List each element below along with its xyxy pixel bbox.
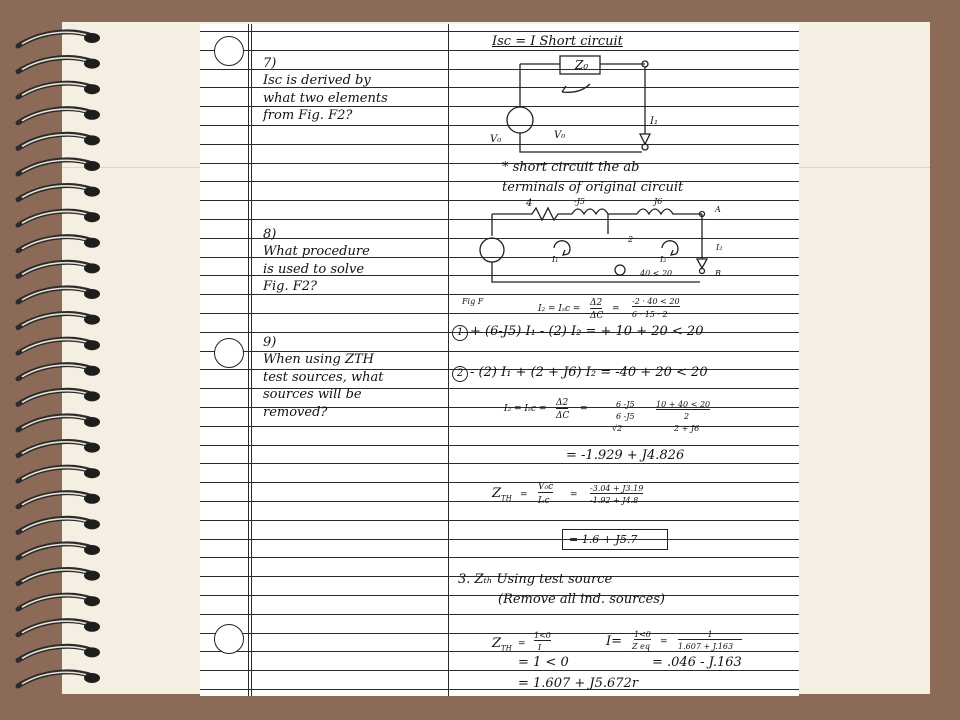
eq2-number: 2 bbox=[452, 366, 468, 382]
circuit2-diagram bbox=[462, 194, 732, 314]
circuit2-isc-label: I₂ bbox=[716, 243, 723, 252]
ruled-line bbox=[200, 557, 799, 558]
zth2-lhs: $Z_{TH}$ bbox=[492, 636, 512, 653]
punch-hole-middle bbox=[214, 338, 244, 368]
spiral-coil-end bbox=[84, 443, 100, 453]
i2-matrix-6: 2 + J6 bbox=[674, 424, 700, 433]
circuit2-l2-label: J6 bbox=[654, 197, 663, 206]
i2-matrix-5: 2 bbox=[684, 412, 690, 421]
circuit2-loop2: I₂ bbox=[660, 255, 667, 264]
zth2-num: 1<0 bbox=[534, 631, 551, 640]
spiral-coil-end bbox=[84, 366, 100, 376]
ruled-line bbox=[200, 689, 799, 690]
spiral-coil-end bbox=[84, 622, 100, 632]
spiral-binding bbox=[0, 22, 110, 702]
spiral-coil-end bbox=[84, 238, 100, 248]
ruled-line bbox=[200, 31, 799, 32]
spiral-coil-end bbox=[84, 494, 100, 504]
circuit1-z-label: Z₀ bbox=[575, 58, 589, 72]
i2-den: ΔC bbox=[556, 411, 570, 421]
spiral-coil-end bbox=[84, 263, 100, 273]
step3-line2: (Remove all ind. sources) bbox=[498, 592, 665, 607]
zth-lhs: $Z_{TH}$ bbox=[492, 486, 512, 503]
equation-1: + (6-J5) I₁ - (2) I₂ = + 10 + 20 < 20 bbox=[470, 324, 704, 339]
circuit2-mid-label: 2 bbox=[628, 235, 634, 244]
i-num: 1<0 bbox=[634, 630, 651, 639]
spiral-coil-end bbox=[84, 110, 100, 120]
work-line1-rnum: -2 · 40 < 20 bbox=[632, 297, 680, 306]
spiral-coil-end bbox=[84, 340, 100, 350]
ruled-line bbox=[200, 181, 799, 182]
spiral-coil-end bbox=[84, 187, 100, 197]
circuit2-l1-label: -J5 bbox=[574, 197, 585, 206]
question-number: 9) bbox=[263, 334, 277, 350]
i-rnum: 1 bbox=[678, 630, 742, 640]
ruled-line bbox=[200, 445, 799, 446]
spiral-coil-end bbox=[84, 315, 100, 325]
step3-line1: 3. Zₜₕ Using test source bbox=[458, 572, 613, 587]
spiral-coil-end bbox=[84, 417, 100, 427]
ruled-line bbox=[200, 482, 799, 483]
question-text: Isc is derived by what two elements from Fig. F2? bbox=[263, 73, 388, 123]
circuit2-terminal-b: B bbox=[715, 269, 721, 278]
i2-matrix-1: 6 -J5 bbox=[616, 400, 635, 409]
zth-den: Iₛc bbox=[538, 496, 550, 506]
margin-line-2 bbox=[251, 24, 252, 696]
final-result: = 1.607 + J5.672r bbox=[518, 676, 639, 691]
question-8 bbox=[263, 208, 370, 296]
spiral-coil-end bbox=[84, 468, 100, 478]
column-divider bbox=[448, 24, 449, 696]
work-line1-rden: 6 · 15 · 2 bbox=[632, 310, 668, 319]
spiral-coil-end bbox=[84, 571, 100, 581]
ruled-line bbox=[200, 614, 799, 615]
spiral-coil-end bbox=[84, 545, 100, 555]
zth-num: V₀c bbox=[538, 482, 554, 492]
spiral-coil-end bbox=[84, 391, 100, 401]
spiral-coil-end bbox=[84, 212, 100, 222]
zth-rnum: -3.04 + J3.19 bbox=[590, 484, 644, 493]
circuit2-fig-label: Fig F bbox=[462, 297, 484, 306]
circuit2-terminal-a: A bbox=[715, 205, 721, 214]
notebook-paper bbox=[200, 24, 799, 696]
i2-lhs: I₂ = Iₛc = bbox=[504, 404, 547, 414]
zth-rden: -1.92 + J4.8 bbox=[590, 496, 639, 505]
zth2-den: I bbox=[538, 643, 542, 652]
question-text: What procedure is used to solve Fig. F2? bbox=[263, 244, 370, 294]
i-lhs: I= bbox=[606, 634, 623, 649]
spiral-coil-end bbox=[84, 596, 100, 606]
eq1-number: 1 bbox=[452, 325, 468, 341]
spiral-coil-end bbox=[84, 84, 100, 94]
punch-hole-bottom bbox=[214, 624, 244, 654]
circuit2-r-label: 4 bbox=[526, 198, 533, 209]
i2-matrix-2: 6 -J5 bbox=[616, 412, 635, 421]
i2-matrix-4: 10 + 40 < 20 bbox=[656, 400, 711, 409]
ruled-line bbox=[200, 463, 799, 464]
zth2-result: = 1 < 0 bbox=[518, 655, 569, 670]
ruled-line bbox=[200, 670, 799, 671]
zth-eq: = bbox=[520, 490, 528, 500]
work-line1-eq: = bbox=[612, 304, 620, 314]
i-den: Z eq bbox=[632, 642, 650, 651]
i-rden: 1.607 + J.163 bbox=[678, 642, 734, 651]
circuit1-vsource-label: V₀ bbox=[490, 134, 502, 145]
i2-result: = -1.929 + J4.826 bbox=[566, 448, 685, 463]
question-text: When using ZTH test sources, what sources will be removed? bbox=[263, 352, 384, 420]
question-7 bbox=[263, 37, 388, 125]
work-line1-frac-num: Δ2 bbox=[590, 298, 603, 308]
circuit2-loop1: I₁ bbox=[552, 255, 559, 264]
equation-2: - (2) I₁ + (2 + J6) I₂ = -40 + 20 < 20 bbox=[470, 365, 708, 380]
circuit1-vdrop-label: V₀ bbox=[554, 130, 566, 141]
circuit1-title: Isc = I Short circuit bbox=[492, 34, 623, 49]
circuit2-note-line1: * short circuit the ab bbox=[502, 160, 640, 175]
i-result: = .046 - J.163 bbox=[652, 655, 742, 670]
circuit1-i-label: I₁ bbox=[650, 116, 658, 127]
i2-num: Δ2 bbox=[556, 398, 569, 408]
ruled-line bbox=[200, 520, 799, 521]
ruled-line bbox=[200, 539, 799, 540]
ruled-line bbox=[200, 426, 799, 427]
work-line1-lhs: I₂ = Iₛc = bbox=[538, 304, 581, 314]
question-number: 8) bbox=[263, 226, 277, 242]
spiral-coil-end bbox=[84, 161, 100, 171]
i2-matrix-3: √2 bbox=[612, 424, 623, 433]
zth-eq2: = bbox=[570, 490, 578, 500]
spiral-coil-end bbox=[84, 59, 100, 69]
spiral-coil-end bbox=[84, 135, 100, 145]
zth-boxed-result: = 1.6 + J5.7 bbox=[562, 529, 668, 550]
spiral-coil-end bbox=[84, 647, 100, 657]
question-9 bbox=[263, 316, 383, 421]
circuit2-note-line2: terminals of original circuit bbox=[502, 180, 684, 195]
spiral-coil-end bbox=[84, 289, 100, 299]
i-eq: = bbox=[660, 637, 668, 647]
i2-eq: = bbox=[580, 404, 588, 414]
zth2-eq: = bbox=[518, 639, 526, 649]
circuit2-source-label: 40 < 20 bbox=[640, 269, 673, 278]
work-line1-frac-den: ΔC bbox=[590, 311, 604, 321]
margin-line-1 bbox=[248, 24, 249, 696]
circuit1-diagram bbox=[480, 54, 670, 164]
spiral-coil-end bbox=[84, 33, 100, 43]
spiral-coil-end bbox=[84, 519, 100, 529]
question-number: 7) bbox=[263, 55, 277, 71]
spiral-coil-end bbox=[84, 673, 100, 683]
punch-hole-top bbox=[214, 36, 244, 66]
